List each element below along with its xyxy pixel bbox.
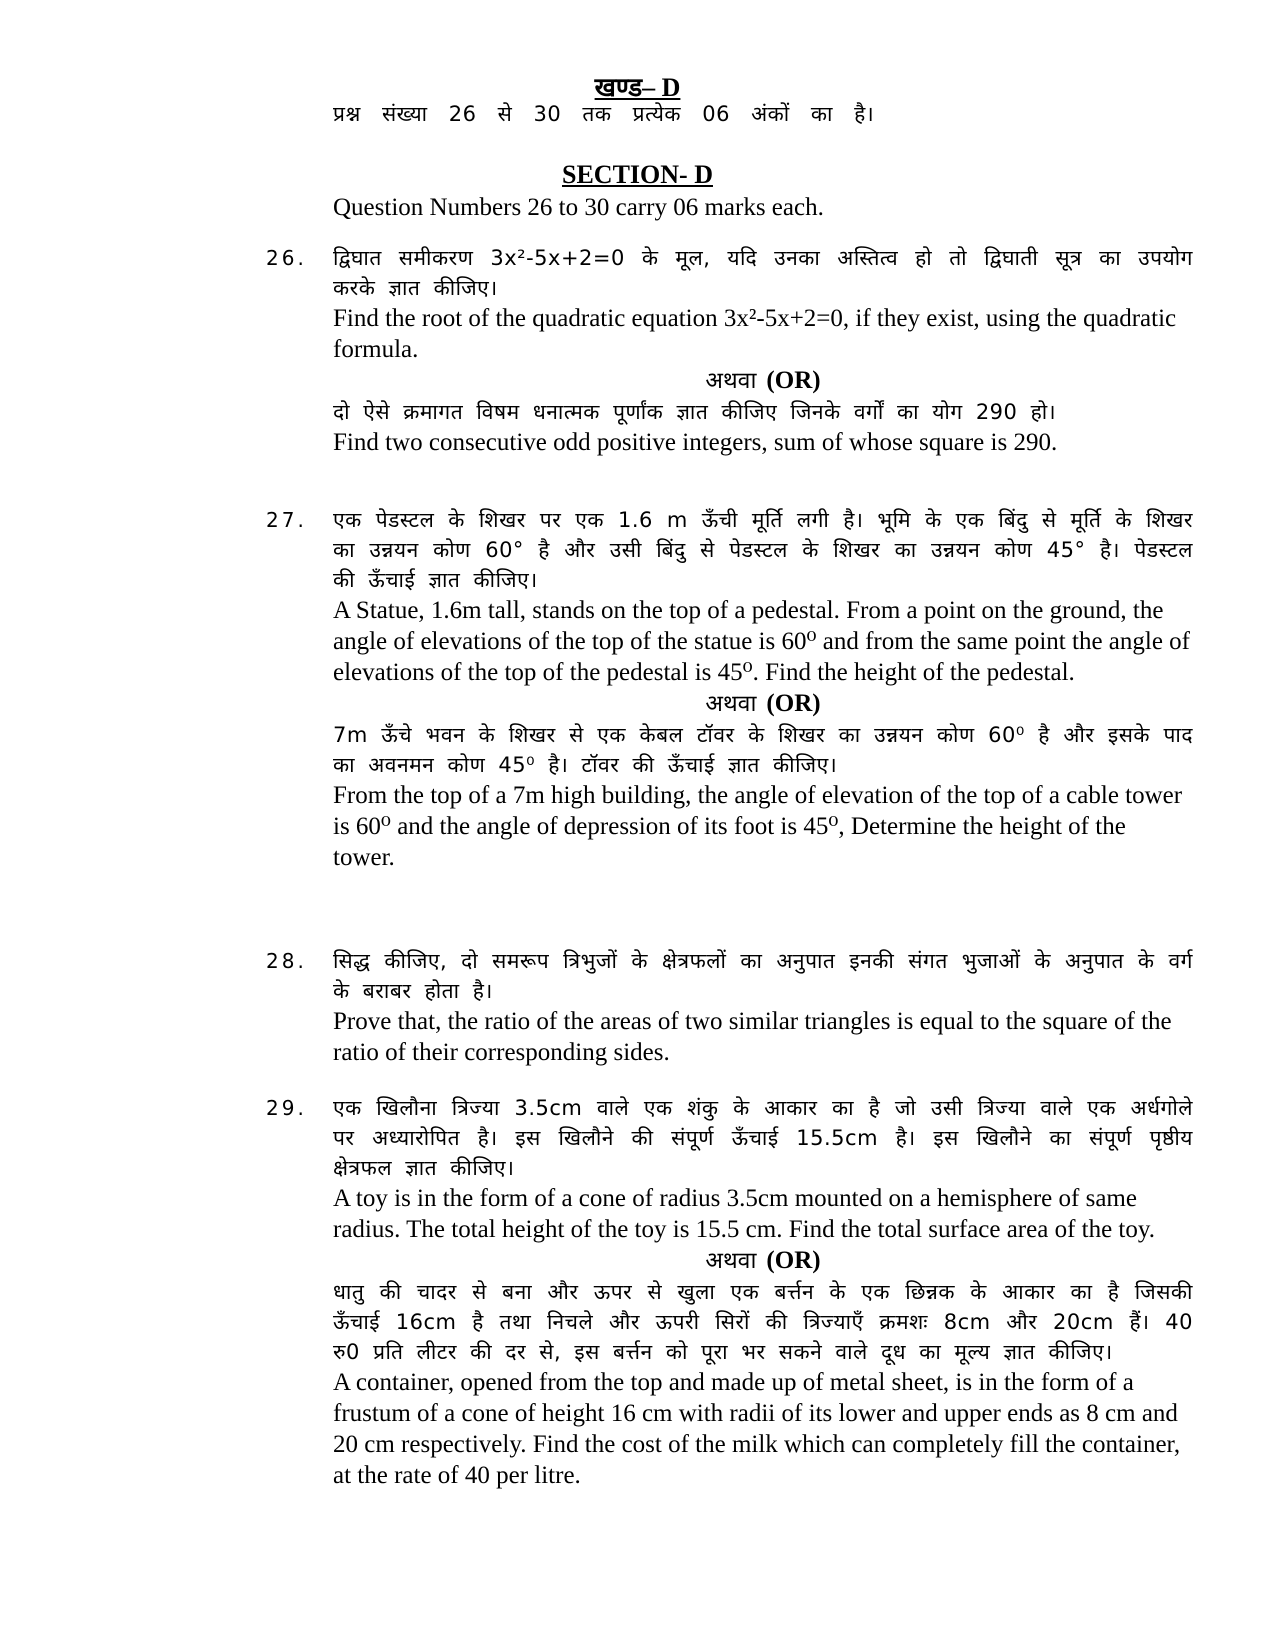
or-label-english: (OR) — [766, 690, 821, 717]
question-text-english: A Statue, 1.6m tall, stands on the top of a pedestal. From a point on the ground, the angle of elevations of the top of the statue is 60⁰ and from the same point the angle of elevations of the top of the pedestal is 45⁰. Find the height of the pedestal. — [333, 597, 1191, 686]
section-instruction-hindi: प्रश्न संख्या 26 से 30 तक प्रत्येक 06 अंकों का है। — [333, 102, 875, 126]
alt-question-text-english: A container, opened from the top and made up of metal sheet, is in the form of a frustum of a cone of height 16 cm with radii of its lower and upper ends as 8 cm and 20 cm respectively. Find the cost of the milk which can completely fill the container, at the rate of 40 per litre. — [333, 1369, 1181, 1489]
question-number: 26. — [266, 246, 307, 270]
question-text-hindi: एक खिलौना त्रिज्या 3.5cm वाले एक शंकु के आकार का है जो उसी त्रिज्या वाले एक अर्धगोले पर अध्यारोपित है। इस खिलौने की संपूर्ण ऊँचाई 15.5cm है। इस खिलौने का संपूर्ण पृष्ठीय क्षेत्रफल ज्ञात कीजिए। — [333, 1096, 1193, 1180]
or-separator — [333, 1245, 1193, 1277]
question-text-hindi: द्विघात समीकरण 3x²-5x+2=0 के मूल, यदि उनका अस्तित्व हो तो द्विघाती सूत्र का उपयोग करके ज्ञात कीजिए। — [333, 246, 1193, 300]
question-text-english: A toy is in the form of a cone of radius 3.5cm mounted on a hemisphere of same radius. The total height of the toy is 15.5 cm. Find the total surface area of the toy. — [333, 1185, 1156, 1243]
question-text-english: Find the root of the quadratic equation 3x²-5x+2=0, if they exist, using the quadratic formula. — [333, 305, 1177, 363]
question-number: 28. — [266, 949, 307, 973]
or-label-hindi: अथवा — [705, 1248, 757, 1274]
question-text-hindi: सिद्ध कीजिए, दो समरूप त्रिभुजों के क्षेत्रफलों का अनुपात इनकी संगत भुजाओं के अनुपात के वर्ग के बराबर होता है। — [333, 949, 1193, 1003]
question-number: 29. — [266, 1096, 307, 1120]
question-text-hindi: एक पेडस्टल के शिखर पर एक 1.6 m ऊँची मूर्ति लगी है। भूमि के एक बिंदु से मूर्ति के शिखर का उन्नयन कोण 60° है और उसी बिंदु से पेडस्टल के शिखर का उन्नयन कोण 45° है। पेडस्टल की ऊँचाई ज्ञात कीजिए। — [333, 508, 1193, 592]
section-instruction-english: Question Numbers 26 to 30 carry 06 marks each. — [333, 194, 824, 221]
or-label-english: (OR) — [766, 1247, 821, 1274]
alt-question-text-english: Find two consecutive odd positive integers, sum of whose square is 290. — [333, 429, 1058, 456]
or-separator — [333, 365, 1193, 397]
or-label-hindi: अथवा — [705, 368, 757, 394]
alt-question-text-hindi: धातु की चादर से बना और ऊपर से खुला एक बर्त्तन के एक छिन्नक के आकार का है जिसकी ऊँचाई 16cm है तथा निचले और ऊपरी सिरों की त्रिज्याएँ क्रमशः 8cm और 20cm हैं। 40 रु0 प्रति लीटर की दर से, इस बर्त्तन को पूरा भर सकने वाले दूध का मूल्य ज्ञात कीजिए। — [333, 1280, 1193, 1364]
section-heading-hindi: खण्ड– D — [594, 73, 681, 102]
question-text-english: Prove that, the ratio of the areas of two similar triangles is equal to the square of the ratio of their corresponding sides. — [333, 1008, 1172, 1066]
alt-question-text-hindi: 7m ऊँचे भवन के शिखर से एक केबल टॉवर के शिखर का उन्नयन कोण 60⁰ है और इसके पाद का अवनमन कोण 45⁰ है। टॉवर की ऊँचाई ज्ञात कीजिए। — [333, 723, 1193, 777]
alt-question-text-hindi: दो ऐसे क्रमागत विषम धनात्मक पूर्णांक ज्ञात कीजिए जिनके वर्गों का योग 290 हो। — [333, 400, 1057, 424]
alt-question-text-english: From the top of a 7m high building, the angle of elevation of the top of a cable tower is 60⁰ and the angle of depression of its foot is 45⁰, Determine the height of the tower. — [333, 782, 1183, 871]
or-label-hindi: अथवा — [705, 691, 757, 717]
section-heading-english: SECTION- D — [562, 160, 713, 189]
or-label-english: (OR) — [766, 367, 821, 394]
question-number: 27. — [266, 508, 307, 532]
or-separator — [333, 688, 1193, 720]
